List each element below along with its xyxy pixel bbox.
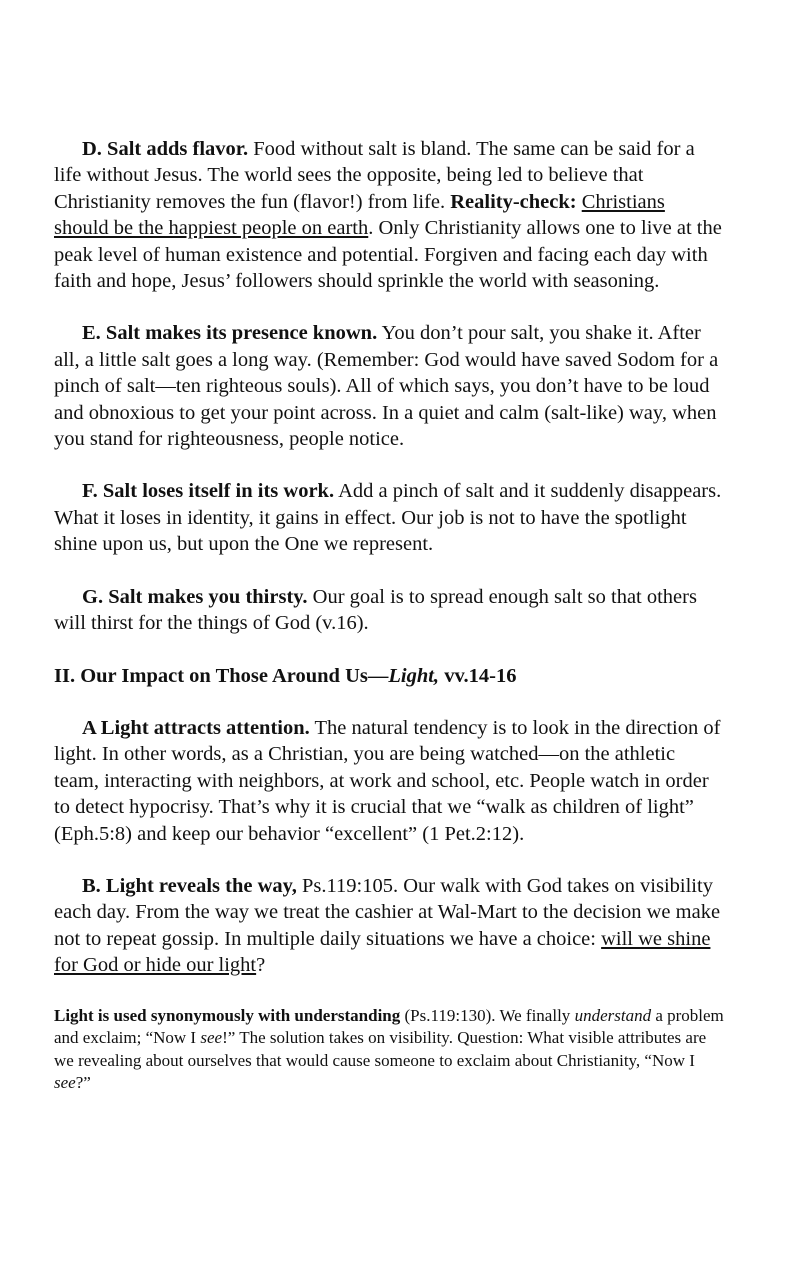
document-page (54, 136, 724, 1095)
reality-check-label: Reality-check: (450, 190, 577, 213)
paragraph-text: The natural tendency is to look in the direction of light. In other words, as a Christian, you are being watched—on the athletic team, interacting with neighbors, at work and school, etc. People watch in order to detect hypocrisy. That’s why it is crucial that we “walk as children of light” (Eph.5:8) and keep our behavior “excellent” (1 Pet.2:12). (54, 716, 721, 845)
underlined-emphasis: Christians should be the happiest people on earth (54, 190, 665, 240)
underlined-emphasis: will we shine for God or hide our light (54, 927, 711, 977)
paragraph-light-reveals: B. Light reveals the way, Ps.119:105. Our walk with God takes on visibility each day. From the way we treat the cashier at Wal-Mart to the decision we make not to repeat gossip. In multiple daily situations we have a choice: will we shine for God or hide our light? (54, 874, 721, 977)
heading-italic: Light, (388, 664, 440, 687)
paragraph-light-attracts (54, 715, 724, 847)
paragraph-text: . Only Christianity allows one to live at the peak level of human existence and potential. Forgiven and facing each day with faith and hope, Jesus’ followers should sprinkle the world with seasoning. (54, 217, 722, 293)
paragraph-text: You don’t pour salt, you shake it. After all, a little salt goes a long way. (Remember: God would have saved Sodom for a pinch of salt—ten righteous souls). All of which says, you don’t have to be loud and obnoxious to get your point across. In a quiet and calm (salt-like) way, when you stand for righteousness, people notice. (54, 322, 719, 451)
paragraph-salt-adds-flavor (54, 136, 724, 294)
paragraph-text: Our goal is to spread enough salt so that others will thirst for the things of God (v.16). (54, 585, 697, 635)
point-title: F. Salt loses itself in its work. (82, 480, 335, 503)
section-heading: II. Our Impact on Those Around Us—Light, vv.14-16 (54, 664, 517, 687)
point-title: B. Light reveals the way, (82, 874, 297, 897)
paragraph-salt-presence (54, 320, 724, 452)
note-bold-lead: Light is used synonymously with understanding (54, 1005, 401, 1025)
paragraph-text: Ps.119:105. Our walk with God takes on visibility each day. From the way we treat the cashier at Wal-Mart to the decision we make not to repeat gossip. In multiple daily situations we have a choice: (54, 874, 721, 950)
paragraph-salt-thirsty (54, 584, 724, 637)
point-title: E. Salt makes its presence known. (82, 322, 378, 345)
point-title: G. Salt makes you thirsty. (82, 585, 308, 608)
paragraph-text: Add a pinch of salt and it suddenly disappears. What it loses in identity, it gains in effect. Our job is not to have the spotlight shine upon us, but upon the One we represent. (54, 480, 722, 556)
paragraph-salt-loses-itself (54, 478, 724, 557)
closing-note: Light is used synonymously with understanding (Ps.119:130). We finally understand a problem and exclaim; “Now I see!” The solution takes on visibility. Question: What visible attributes are we revealing about ourselves that would cause someone to exclaim about Christianity, “Now I see?” (54, 1005, 724, 1093)
point-title: A Light attracts attention. (82, 716, 310, 739)
point-title: D. Salt adds flavor. (82, 138, 249, 160)
paragraph-text: Food without salt is bland. The same can be said for a life without Jesus. The world sees the opposite, being led to believe that Christianity removes the fun (flavor!) from life. (54, 138, 695, 213)
